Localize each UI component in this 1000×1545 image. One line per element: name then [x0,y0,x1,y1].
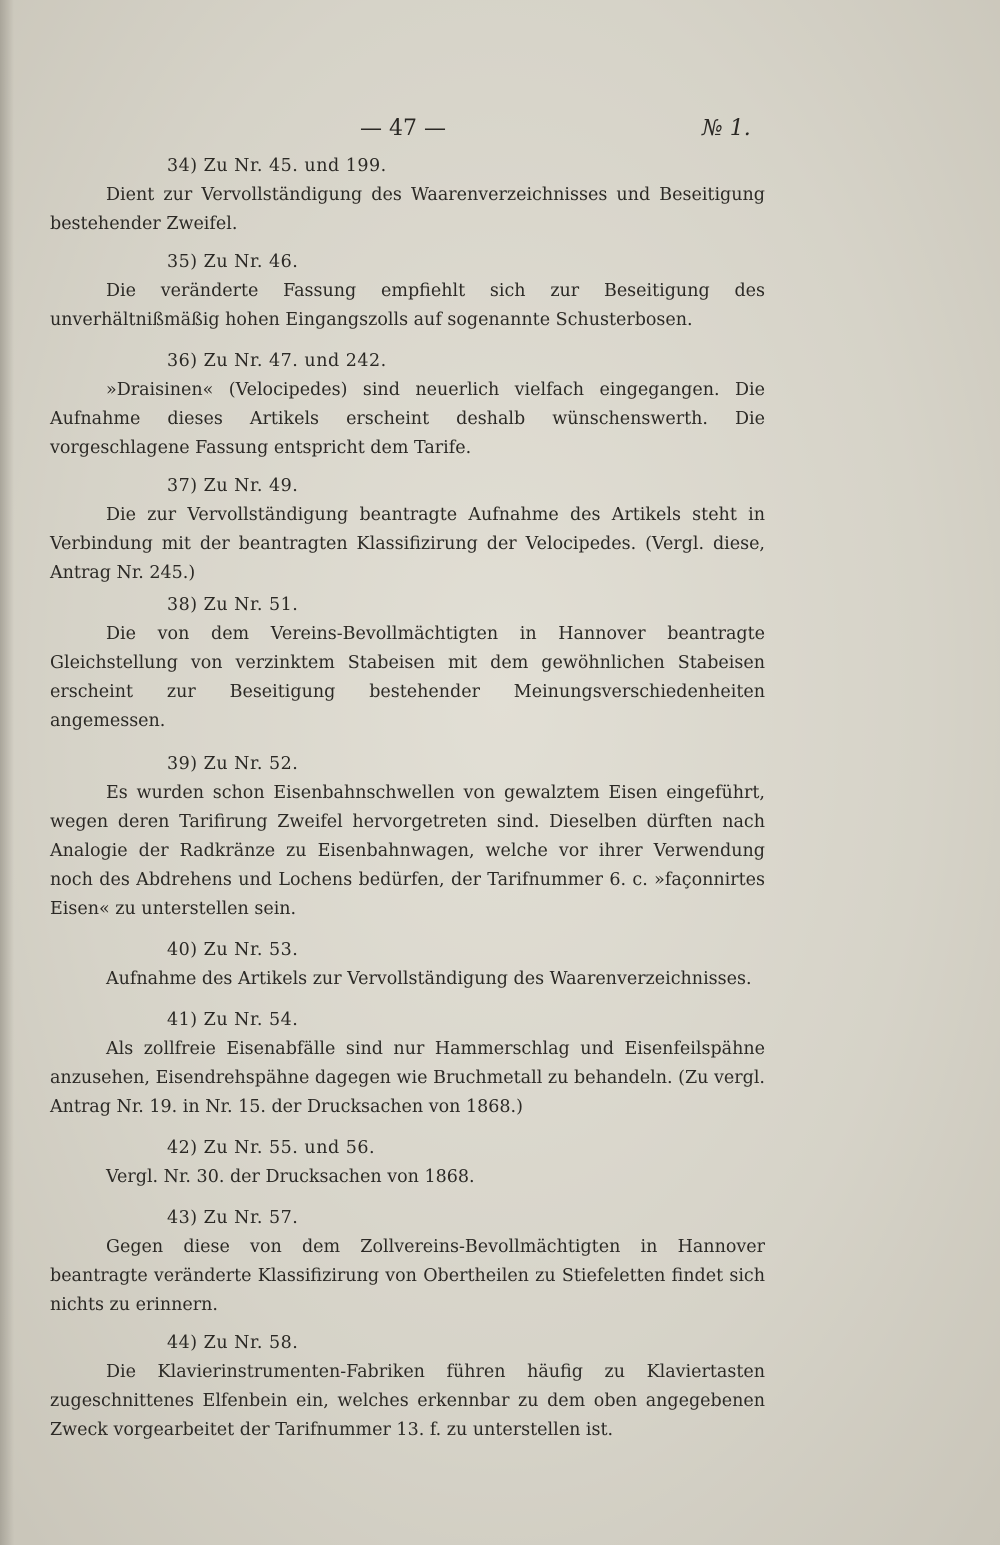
section-heading: 37) Zu Nr. 49. [167,476,299,496]
section-42 [50,1134,765,1192]
section-heading: 35) Zu Nr. 46. [167,252,299,272]
section-39 [50,750,765,924]
section-paragraph: »Draisinen« (Velocipedes) sind neuerlich vielfach eingegangen. Die Aufnahme dieses Artikels erscheint deshalb wünschenswerth. Die vorgeschlagene Fassung entspricht dem Tarife. [50,380,765,458]
section-paragraph: Dient zur Vervollständigung des Waarenverzeichnisses und Beseitigung bestehender Zweifel. [50,185,765,234]
section-heading: 39) Zu Nr. 52. [167,754,299,774]
body-text [50,152,765,1445]
section-heading: 43) Zu Nr. 57. [167,1208,299,1228]
section-36 [50,347,765,463]
document-number: № 1. [702,116,751,141]
section-38 [50,591,765,736]
section-paragraph: Gegen diese von dem Zollvereins-Bevollmächtigten in Hannover beantragte veränderte Klassifizirung von Obertheilen zu Stiefeletten findet sich nichts zu erinnern. [50,1237,765,1315]
section-34 [50,152,765,239]
section-paragraph: Die veränderte Fassung empfiehlt sich zur Beseitigung des unverhältnißmäßig hohen Eingangszolls auf sogenannte Schusterbosen. [50,281,765,330]
section-35 [50,248,765,335]
section-37 [50,472,765,588]
page-edge-shadow [0,0,14,1545]
section-heading: 42) Zu Nr. 55. und 56. [167,1138,376,1158]
section-paragraph: Als zollfreie Eisenabfälle sind nur Hammerschlag und Eisenfeilspähne anzusehen, Eisendrehspähne dagegen wie Bruchmetall zu behandeln. (Zu vergl. Antrag Nr. 19. in Nr. 15. der Drucksachen von 1868.) [50,1039,765,1117]
section-heading: 44) Zu Nr. 58. [167,1333,299,1353]
section-paragraph: Vergl. Nr. 30. der Drucksachen von 1868. [106,1167,475,1187]
section-heading: 36) Zu Nr. 47. und 242. [167,351,387,371]
section-paragraph: Die Klavierinstrumenten-Fabriken führen häufig zu Klaviertasten zugeschnittenes Elfenbein ein, welches erkennbar zu dem oben angegebenen Zweck vorgearbeitet der Tarifnummer 13. f. zu unterstellen ist. [50,1362,765,1440]
section-paragraph: Es wurden schon Eisenbahnschwellen von gewalztem Eisen eingeführt, wegen deren Tarifirung Zweifel hervorgetreten sind. Dieselben dürften nach Analogie der Radkränze zu Eisenbahnwagen, welche vor ihrer Verwendung noch des Abdrehens und Lochens bedürfen, der Tarifnummer 6. c. »façonnirtes Eisen« zu unterstellen sein. [50,783,765,919]
section-44 [50,1329,765,1445]
section-paragraph: Die zur Vervollständigung beantragte Aufnahme des Artikels steht in Verbindung mit der beantragten Klassifizirung der Velocipedes. (Vergl. diese, Antrag Nr. 245.) [50,505,765,583]
section-heading: 38) Zu Nr. 51. [167,595,299,615]
section-heading: 34) Zu Nr. 45. und 199. [167,156,387,176]
section-40 [50,936,765,994]
page-header [0,116,1000,148]
section-heading: 40) Zu Nr. 53. [167,940,299,960]
section-43 [50,1204,765,1320]
section-41 [50,1006,765,1122]
page-number: — 47 — [360,116,446,141]
section-paragraph: Die von dem Vereins-Bevollmächtigten in Hannover beantragte Gleichstellung von verzinktem Stabeisen mit dem gewöhnlichen Stabeisen erscheint zur Beseitigung bestehender Meinungsverschiedenheiten angemessen. [50,624,765,731]
section-heading: 41) Zu Nr. 54. [167,1010,299,1030]
section-paragraph: Aufnahme des Artikels zur Vervollständigung des Waarenverzeichnisses. [106,969,752,989]
